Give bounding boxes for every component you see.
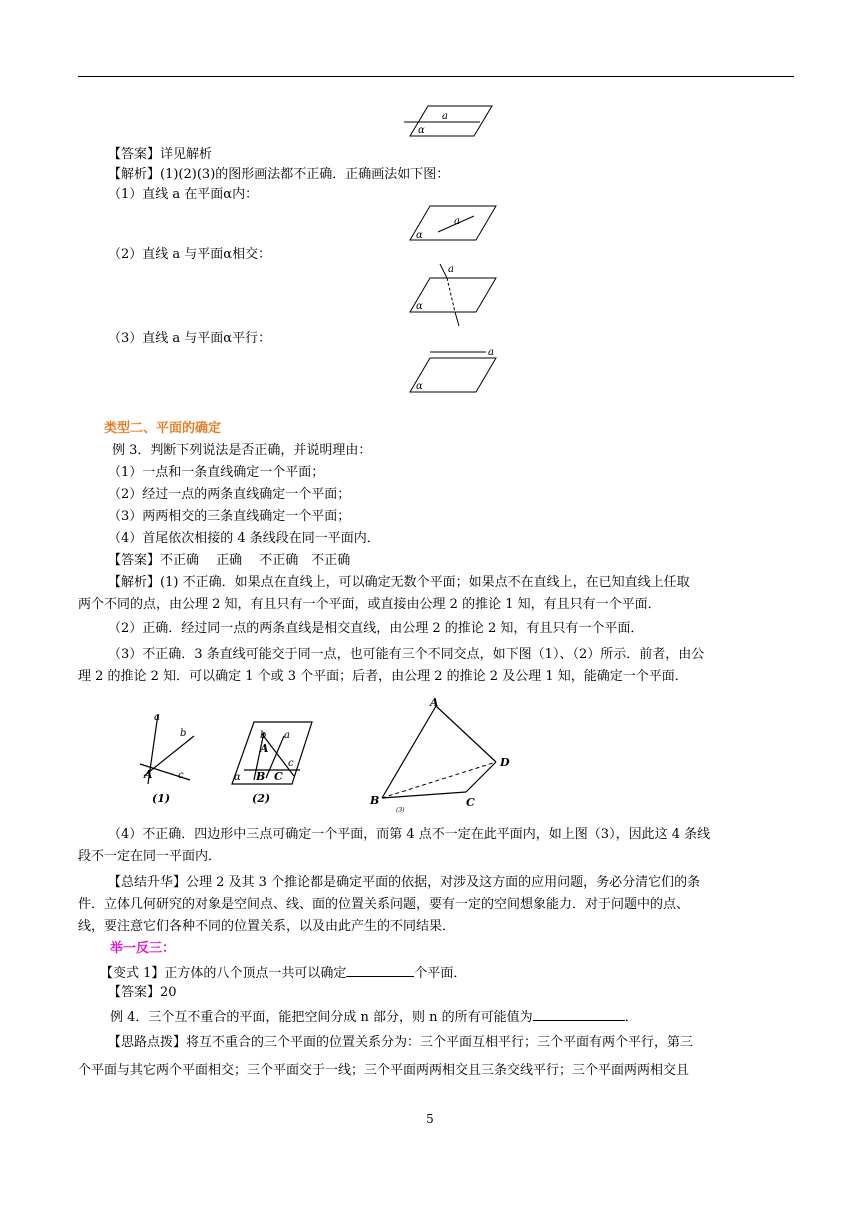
- answer1-line: [108, 146, 212, 164]
- figure-line-intersect-plane: [404, 262, 500, 328]
- figure-three-lines-one-point: [136, 706, 196, 810]
- fig5-label-c: c: [288, 758, 294, 769]
- fig6-label-B: B: [370, 794, 380, 807]
- answer-v1-line: [108, 984, 177, 1002]
- answer-blank[interactable]: [533, 1006, 625, 1021]
- analysis-label: 【解析】: [108, 167, 161, 182]
- fig4-label-c: c: [178, 770, 184, 781]
- fig5-label-B: B: [256, 770, 266, 783]
- fig2-label-alpha: α: [416, 301, 423, 312]
- case1-text: （1）直线 a 在平面α内：: [108, 187, 259, 202]
- answer-label: 【答案】: [108, 553, 161, 568]
- case3-text: （3）直线 a 与平面α平行：: [108, 331, 272, 346]
- fig3-label-a: a: [488, 347, 494, 358]
- fig5-label-alpha: α: [234, 772, 241, 783]
- hint-line-b: 个平面与其它两个平面相交；三个平面交于一线；三个平面两两相交且三条交线平行；三个平面两两相交且: [78, 1063, 690, 1078]
- fig3-label-alpha: α: [416, 381, 423, 392]
- variant1-line: [100, 962, 466, 983]
- example4-text: 例 4．三个互不重合的平面，能把空间分成 n 部分，则 n 的所有可能值为: [110, 1010, 533, 1025]
- summary-line-a: [108, 874, 700, 892]
- fig4-label-a: a: [154, 712, 160, 723]
- figure-line-parallel-plane: [404, 344, 500, 396]
- analysis1-line: [108, 166, 449, 184]
- fig1-label-alpha: α: [416, 230, 423, 241]
- answer-text: 详见解析: [160, 147, 213, 162]
- fig2-label-a: a: [448, 264, 454, 275]
- example3-title: 例 3．判断下列说法是否正确，并说明理由：: [112, 443, 372, 458]
- analysis3-p4b: 段不一定在同一平面内．: [78, 849, 222, 864]
- example3-item-2: （2）经过一点的两条直线确定一个平面；: [108, 487, 351, 502]
- answer-label: 【答案】: [108, 147, 161, 162]
- fig4-label-b: b: [180, 728, 187, 739]
- fig5-label-C: C: [274, 770, 283, 783]
- example3-item-1: （1）一点和一条直线确定一个平面；: [108, 465, 325, 480]
- summary-line-c: 线，要注意它们各种不同的位置关系，以及由此产生的不同结果．: [78, 919, 456, 934]
- fig5-label-A: A: [260, 742, 269, 755]
- example3-item-3: （3）两两相交的三条直线确定一个平面；: [108, 509, 351, 524]
- analysis3-p1b: 两个不同的点，由公理 2 知，有且只有一个平面，或直接由公理 2 的推论 1 知，有且只有一个平面．: [78, 597, 661, 612]
- example4-text-after: ．: [624, 1010, 638, 1025]
- answer-blank[interactable]: [346, 962, 414, 977]
- fig0-label-a: a: [442, 111, 448, 122]
- fig6-label-A: A: [430, 696, 439, 709]
- summary-text: 公理 2 及其 3 个推论都是确定平面的依据，对涉及这方面的应用问题，务必分清它们的条: [186, 875, 701, 890]
- fig4-label-A: A: [144, 768, 153, 781]
- practice-title: 举一反三：: [110, 941, 176, 956]
- example3-item-4: （4）首尾依次相接的 4 条线段在同一平面内．: [108, 531, 380, 546]
- answer-text: 不正确 正确 不正确 不正确: [160, 553, 351, 568]
- fig6-caption: (3): [396, 807, 405, 814]
- analysis3-p4a: （4）不正确．四边形中三点可确定一个平面，而第 4 点不一定在此平面内，如上图（3），因此这 4 条线: [108, 827, 711, 842]
- example4-line: [110, 1006, 638, 1027]
- fig1-label-a: a: [454, 216, 460, 227]
- section-title: 类型二、平面的确定: [104, 421, 222, 436]
- header-rule: [78, 76, 794, 77]
- figure-triangle-in-plane: [226, 718, 316, 810]
- analysis3-p3a: （3）不正确．3 条直线可能交于同一点，也可能有三个不同交点，如下图（1）、（2）所示．前者，由公: [108, 647, 705, 662]
- fig4-caption: (1): [152, 792, 171, 805]
- fig6-label-D: D: [500, 756, 510, 769]
- summary-label: 【总结升华】: [108, 875, 187, 890]
- hint-text: 将互不重合的三个平面的位置关系分为：三个平面互相平行；三个平面有两个平行，第三: [186, 1035, 694, 1050]
- analysis3-p2: （2）正确．经过同一点的两条直线是相交直线，由公理 2 的推论 2 知，有且只有一个平面．: [108, 621, 644, 636]
- analysis3-p1a: [108, 574, 690, 592]
- variant-label: 【变式 1】: [100, 966, 165, 981]
- figure-spatial-quadrilateral: [366, 696, 520, 814]
- figure-plane-line-top: [400, 102, 496, 140]
- answer-label: 【答案】: [108, 985, 161, 1000]
- analysis-label: 【解析】: [108, 575, 161, 590]
- fig5-caption: (2): [252, 792, 271, 805]
- fig5-label-b: b: [260, 730, 267, 741]
- figure-line-in-plane: [404, 202, 500, 244]
- fig5-label-a: a: [284, 730, 290, 741]
- fig6-label-C: C: [466, 796, 475, 809]
- hint-label: 【思路点拨】: [108, 1035, 187, 1050]
- answer-text: 20: [160, 985, 177, 1000]
- analysis3-p3b: 理 2 的推论 2 知．可以确定 1 个或 3 个平面；后者，由公理 2 的推论 2 及公理 1 知，能确定一个平面．: [78, 669, 688, 684]
- page-number: 5: [426, 1112, 434, 1126]
- analysis-text: (1) 不正确．如果点在直线上，可以确定无数个平面；如果点不在直线上，在已知直线上任取: [160, 575, 690, 590]
- variant-text-after: 个平面．: [414, 966, 467, 981]
- case2-text: （2）直线 a 与平面α相交：: [108, 247, 272, 262]
- summary-line-b: 件．立体几何研究的对象是空间点、线、面的位置关系问题，要有一定的空间想象能力．对于问题中的点、: [78, 897, 690, 912]
- fig0-label-alpha: α: [418, 125, 425, 136]
- hint-line-a: [108, 1034, 693, 1052]
- variant-text: 正方体的八个顶点一共可以确定: [164, 966, 347, 981]
- answer3-line: [108, 552, 350, 570]
- analysis-text: (1)(2)(3)的图形画法都不正确．正确画法如下图：: [160, 167, 450, 182]
